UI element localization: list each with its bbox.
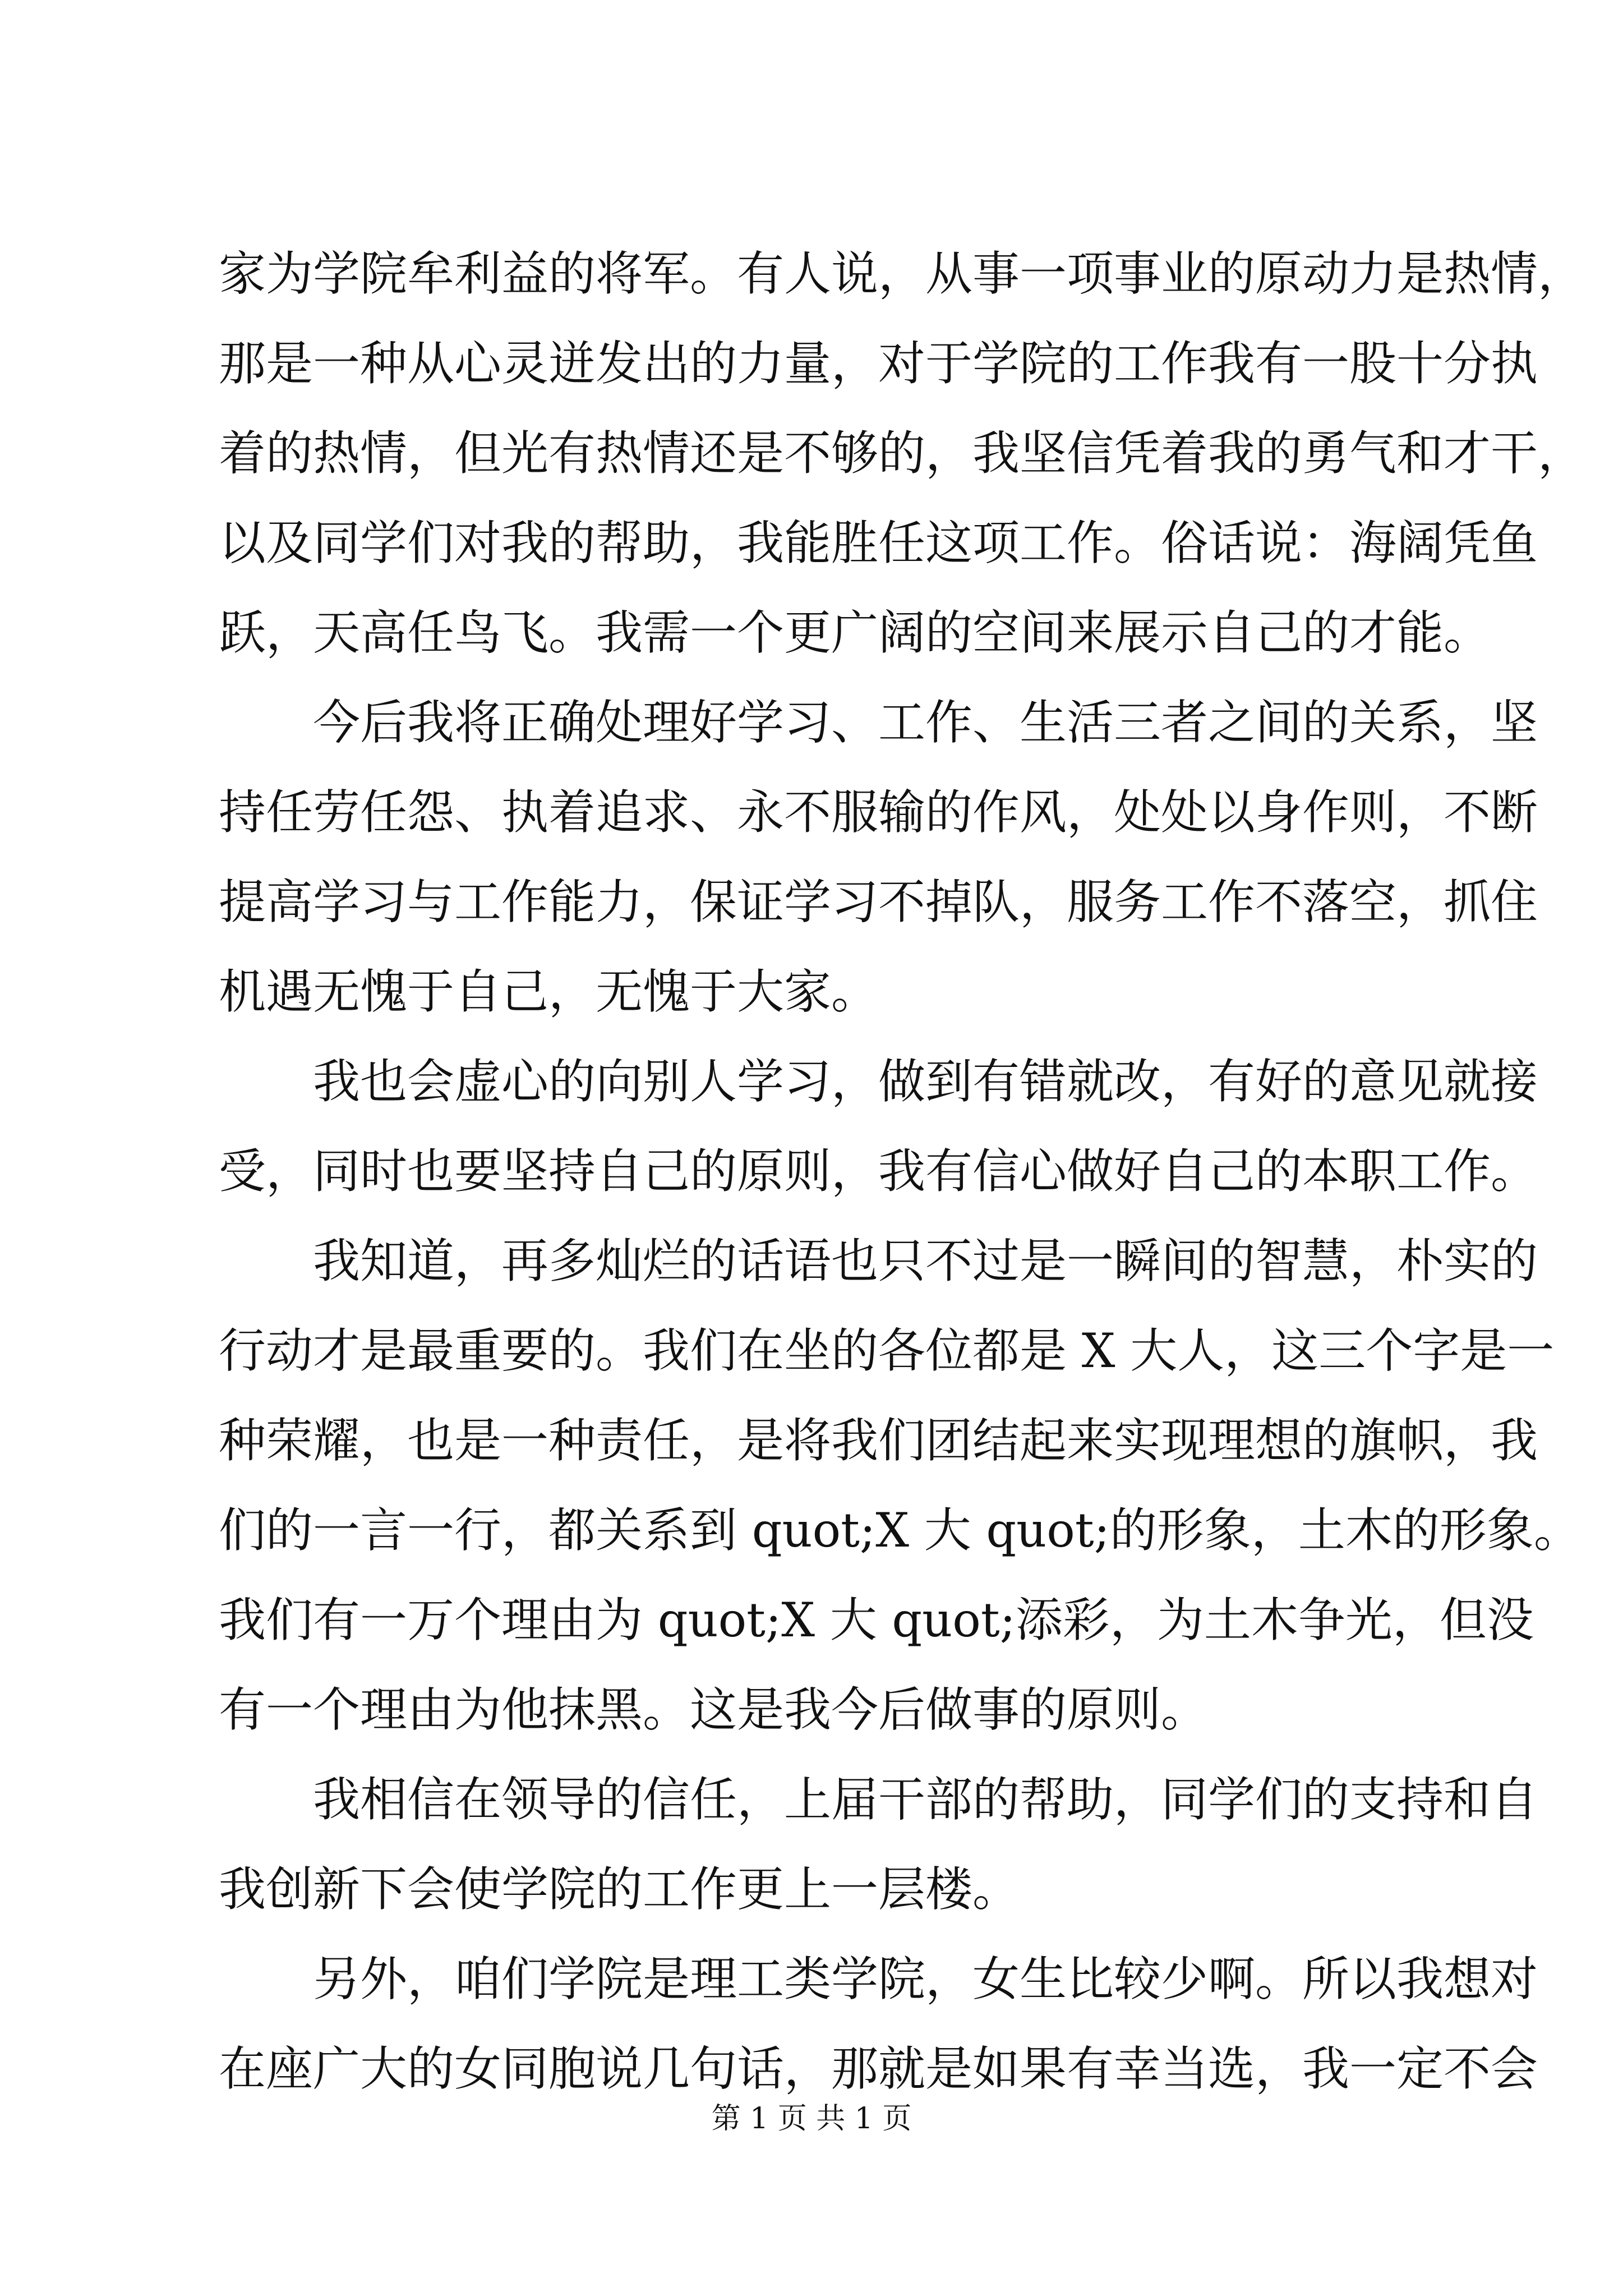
text-line: 着的热情，但光有热情还是不够的，我坚信凭着我的勇气和才干， <box>219 426 1585 481</box>
paragraph-first-line: 我相信在领导的信任，上届干部的帮助，同学们的支持和自 <box>313 1772 1538 1827</box>
paragraph-first-line: 我也会虚心的向别人学习，做到有错就改，有好的意见就接 <box>313 1054 1538 1109</box>
paragraph-first-line: 另外，咱们学院是理工类学院，女生比较少啊。所以我想对 <box>313 1952 1538 2007</box>
text-line: 我创新下会使学院的工作更上一层楼。 <box>219 1862 1020 1917</box>
text-line: 受，同时也要坚持自己的原则，我有信心做好自己的本职工作。 <box>219 1144 1538 1199</box>
text-line: 们的一言一行，都关系到 quot;X 大 quot;的形象，土木的形象。 <box>219 1503 1581 1558</box>
paragraph-first-line: 我知道，再多灿烂的话语也只不过是一瞬间的智慧，朴实的 <box>313 1234 1538 1289</box>
text-line: 以及同学们对我的帮助，我能胜任这项工作。俗话说：海阔凭鱼 <box>219 516 1538 570</box>
text-line: 行动才是最重要的。我们在坐的各位都是 X 大人，这三个字是一 <box>219 1323 1555 1378</box>
text-line: 跃，天高任鸟飞。我需一个更广阔的空间来展示自己的才能。 <box>219 605 1491 660</box>
text-line: 机遇无愧于自己，无愧于大家。 <box>219 964 879 1019</box>
document-body <box>219 229 1585 2114</box>
text-line: 有一个理由为他抹黑。这是我今后做事的原则。 <box>219 1682 1209 1737</box>
text-line: 提高学习与工作能力，保证学习不掉队，服务工作不落空，抓住 <box>219 875 1538 930</box>
text-line: 持任劳任怨、执着追求、永不服输的作风，处处以身作则，不断 <box>219 785 1538 840</box>
text-line: 种荣耀，也是一种责任，是将我们团结起来实现理想的旗帜，我 <box>219 1413 1538 1468</box>
text-line: 家为学院牟利益的将军。有人说，从事一项事业的原动力是热情， <box>219 246 1585 301</box>
page-number-label: 第 1 页 共 1 页 <box>711 2102 912 2136</box>
paragraph-first-line: 今后我将正确处理好学习、工作、生活三者之间的关系，坚 <box>313 695 1538 750</box>
text-line: 在座广大的女同胞说几句话，那就是如果有幸当选，我一定不会 <box>219 2041 1538 2096</box>
text-line: 那是一种从心灵迸发出的力量，对于学院的工作我有一股十分执 <box>219 336 1538 391</box>
page-footer <box>0 2099 1623 2138</box>
text-line: 我们有一万个理由为 quot;X 大 quot;添彩，为土木争光，但没 <box>219 1593 1534 1648</box>
